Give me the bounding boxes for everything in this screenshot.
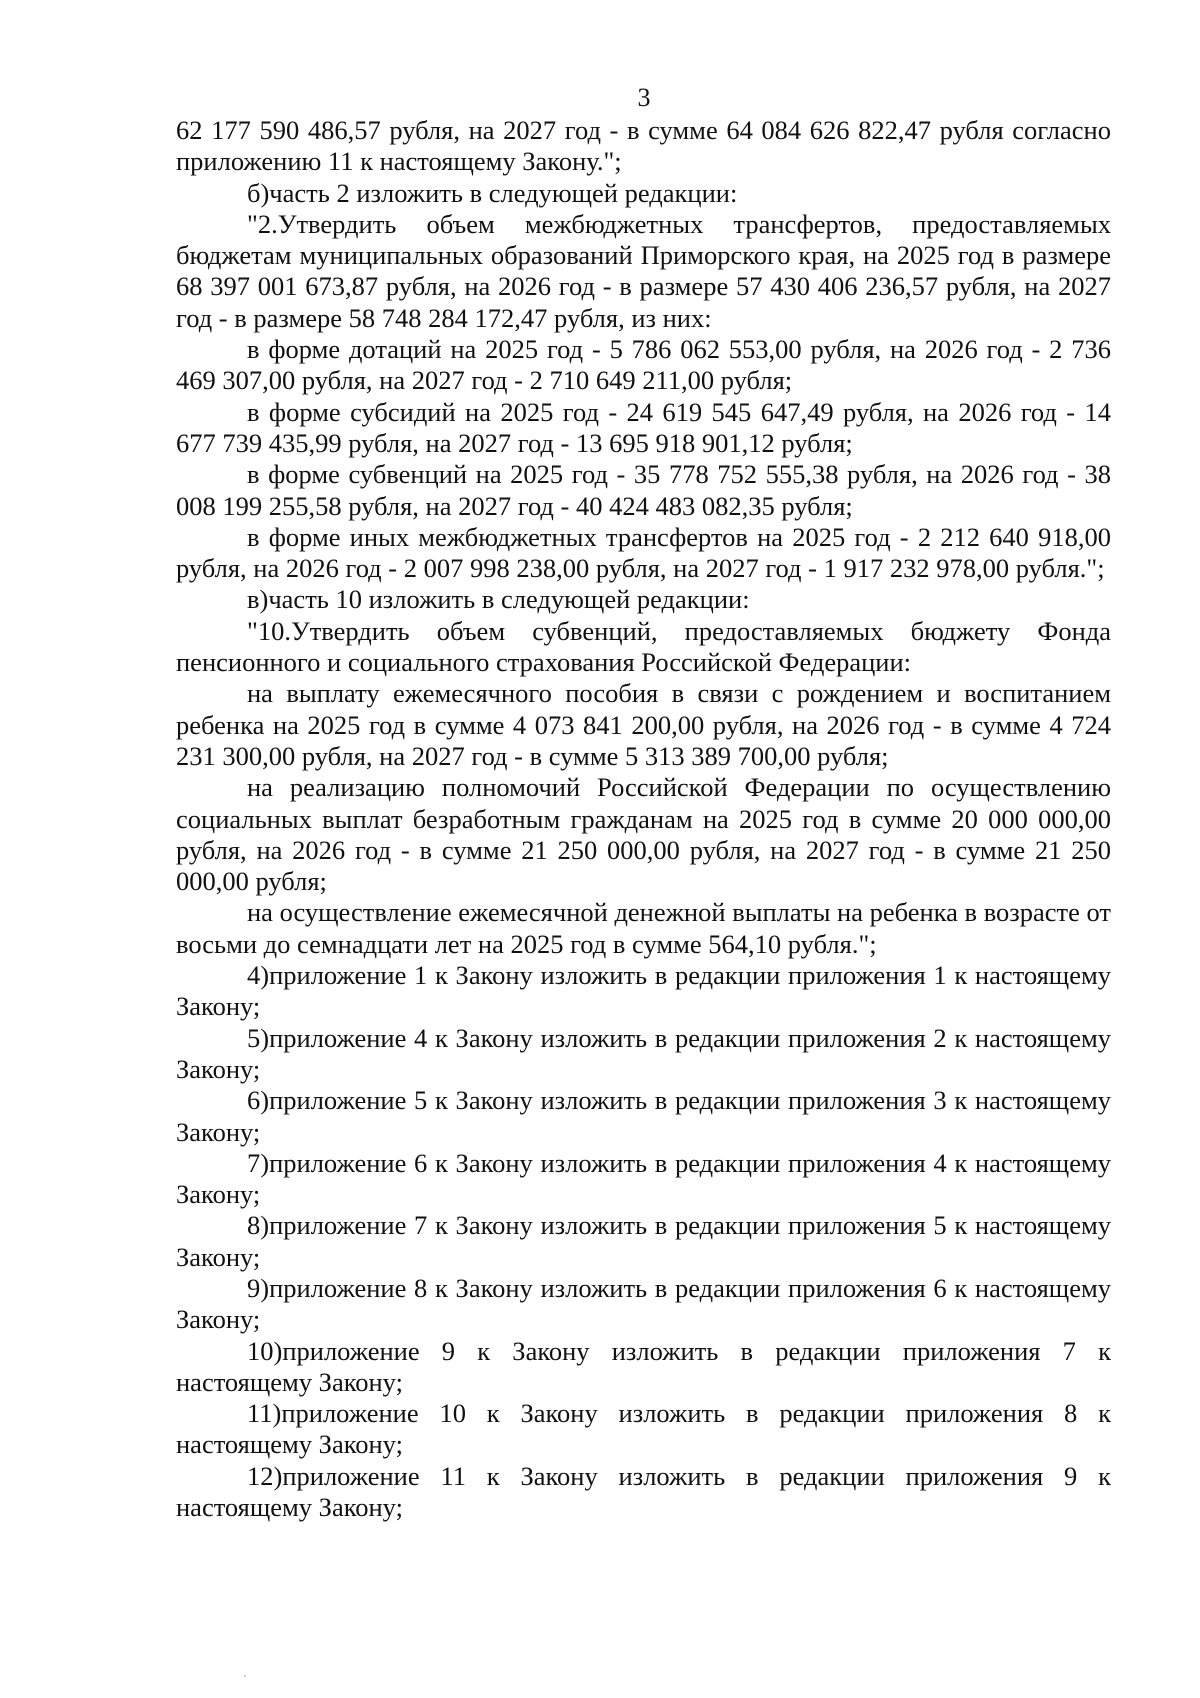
paragraph-subsidies: в форме субсидий на 2025 год - 24 619 545 647,49 рубля, на 2026 год - 14 677 739 435,99 рубля, на 2027 год - 13 695 918 901,12 рубля;	[176, 396, 1111, 458]
paragraph-item-b: б)часть 2 изложить в следующей редакции:	[247, 177, 738, 208]
list-item-10: 10)приложение 9 к Закону изложить в редакции приложения 7 к настоящему Закону;	[176, 1335, 1111, 1397]
list-item-8: 8)приложение 7 к Закону изложить в редакции приложения 5 к настоящему Закону;	[176, 1210, 1111, 1272]
list-item-9: 9)приложение 8 к Закону изложить в редакции приложения 6 к настоящему Закону;	[176, 1272, 1111, 1335]
list-item-7: 7)приложение 6 к Закону изложить в редакции приложения 4 к настоящему Закону;	[176, 1147, 1111, 1210]
list-item-12: 12)приложение 11 к Закону изложить в редакции приложения 9 к настоящему Закону;	[176, 1460, 1111, 1523]
list-item-4: 4)приложение 1 к Закону изложить в редакции приложения 1 к настоящему Закону;	[176, 960, 1111, 1022]
paragraph-monthly-payment: на осуществление ежемесячной денежной выплаты на ребенка в возрасте от восьми до семнадцати лет на 2025 год в сумме 564,10 рубля.";	[176, 897, 1111, 959]
paragraph-child-allowance: на выплату ежемесячного пособия в связи с рождением и воспитанием ребенка на 2025 год в сумме 4 073 841 200,00 рубля, на 2026 год - в сумме 4 724 231 300,00 рубля, на 2027 год - в сумме 5 313 389 700,00 рубля;	[176, 678, 1111, 771]
paragraph-part-10-text: "10.Утвердить объем субвенций, предоставляемых бюджету Фонда пенсионного и социального страхования Российской Федерации:	[176, 615, 1111, 678]
document-body	[176, 115, 1111, 1523]
paragraph-item-v: в)часть 10 изложить в следующей редакции:	[247, 584, 750, 615]
paragraph-other-transfers: в форме иных межбюджетных трансфертов на 2025 год - 2 212 640 918,00 рубля, на 2026 год - 2 007 998 238,00 рубля, на 2027 год - 1 917 232 978,00 рубля.";	[176, 521, 1111, 584]
list-item-5: 5)приложение 4 к Закону изложить в редакции приложения 2 к настоящему Закону;	[176, 1022, 1111, 1084]
paragraph-subventions: в форме субвенций на 2025 год - 35 778 752 555,38 рубля, на 2026 год - 38 008 199 255,58 рубля, на 2027 год - 40 424 483 082,35 рубля;	[176, 459, 1111, 521]
paragraph-subsidies-grants: в форме дотаций на 2025 год - 5 786 062 553,00 рубля, на 2026 год - 2 736 469 307,00 рубля, на 2027 год - 2 710 649 211,00 рубля;	[176, 334, 1111, 396]
paragraph-unemployment-payments: на реализацию полномочий Российской Федерации по осуществлению социальных выплат безработным гражданам на 2025 год в сумме 20 000 000,00 рубля, на 2026 год - в сумме 21 250 000,00 рубля, на 2027 год - в сумме 21 250 000,00 рубля;	[176, 772, 1111, 897]
paragraph-part-2-text: "2.Утвердить объем межбюджетных трансфертов, предоставляемых бюджетам муниципальных образований Приморского края, на 2025 год в размере 68 397 001 673,87 рубля, на 2026 год - в размере 57 430 406 236,57 рубля, на 2027 год - в размере 58 748 284 172,47 рубля, из них:	[176, 208, 1111, 333]
page-number: 3	[637, 83, 651, 112]
paragraph-continuation: 62 177 590 486,57 рубля, на 2027 год - в сумме 64 084 626 822,47 рубля согласно приложению 11 к настоящему Закону.";	[176, 115, 1111, 177]
list-item-11: 11)приложение 10 к Закону изложить в редакции приложения 8 к настоящему Закону;	[176, 1398, 1111, 1460]
list-item-6: 6)приложение 5 к Закону изложить в редакции приложения 3 к настоящему Закону;	[176, 1085, 1111, 1147]
scan-artifact-dot	[244, 1675, 246, 1677]
